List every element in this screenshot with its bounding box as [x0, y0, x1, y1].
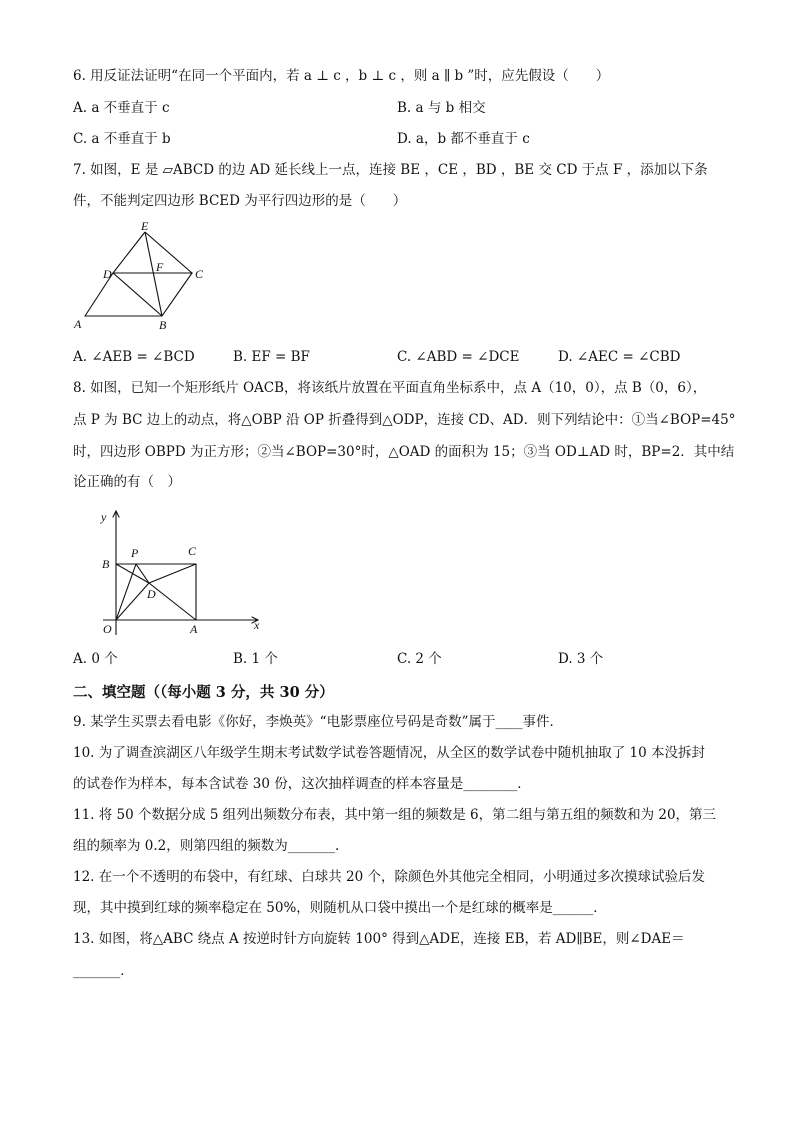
q7-parallelogram-figure	[70, 220, 220, 335]
q6-stem: 6. 用反证法证明“在同一个平面内，若 a ⊥ c ，b ⊥ c ，则 a ∥ b ”时，应先假设（ ）	[73, 68, 610, 84]
q7-label-b: B	[159, 318, 167, 332]
q7-label-f: F	[156, 260, 164, 274]
q8-segment-op	[116, 564, 136, 620]
q7-segment-de	[113, 232, 145, 273]
q7-option-d: D. ∠AEC = ∠CBD	[558, 349, 681, 365]
q13-line1: 13. 如图，将△ABC 绕点 A 按逆时针方向旋转 100° 得到△ADE，连接 EB，若 AD∥BE，则∠DAE＝	[73, 931, 685, 947]
q7-option-c: C. ∠ABD = ∠DCE	[397, 349, 520, 365]
q7-label-a: A	[74, 317, 82, 331]
q8-segment-od	[116, 583, 149, 620]
q8-option-b: B. 1 个	[233, 651, 278, 667]
q7-parallelogram-abcd	[85, 273, 192, 316]
section2-heading: 二、填空题（（每小题 3 分，共 30 分）	[73, 684, 334, 701]
q6-option-b: B. a 与 b 相交	[397, 100, 486, 116]
q8-label-c: C	[188, 544, 197, 558]
q8-segment-bd	[116, 564, 149, 583]
q12-line1: 12. 在一个不透明的布袋中，有红球、白球共 20 个，除颜色外其他完全相同，小明通过多次摸球试验后发	[73, 869, 706, 885]
q8-label-x: x	[254, 618, 260, 632]
q8-option-d: D. 3 个	[558, 651, 604, 667]
q11-line2: 组的频率为 0.2，则第四组的频数为_______.	[73, 838, 340, 854]
q8-label-o: O	[103, 622, 112, 636]
q6-option-d: D. a，b 都不垂直于 c	[397, 131, 530, 147]
q8-stem-line1: 8. 如图，已知一个矩形纸片 OACB，将该纸片放置在平面直角坐标系中，点 A（10，0），点 B（0，6），	[73, 380, 707, 396]
q8-label-p: P	[131, 546, 139, 560]
q8-segment-cd	[149, 564, 196, 583]
q8-stem-line4: 论正确的有（ ）	[73, 474, 181, 490]
q6-option-c: C. a 不垂直于 b	[73, 131, 171, 147]
q7-stem-line1: 7. 如图，E 是 ▱ABCD 的边 AD 延长线上一点，连接 BE ，CE ，BD ，BE 交 CD 于点 F ，添加以下条	[73, 162, 708, 178]
q8-coordinate-figure	[95, 505, 270, 640]
q7-stem-line2: 件，不能判定四边形 BCED 为平行四边形的是（ ）	[73, 193, 407, 209]
q8-stem-line2: 点 P 为 BC 边上的动点，将△OBP 沿 OP 折叠得到△ODP，连接 CD、AD．则下列结论中：①当∠BOP=45°	[73, 412, 736, 428]
q8-label-b: B	[102, 557, 110, 571]
q8-label-a: A	[190, 622, 198, 636]
q6-option-a: A. a 不垂直于 c	[73, 100, 170, 116]
q9-text: 9. 某学生买票去看电影《你好，李焕英》“电影票座位号码是奇数”属于____事件．	[73, 714, 563, 730]
q8-option-c: C. 2 个	[397, 651, 442, 667]
q7-label-d: D	[103, 267, 112, 281]
q11-line1: 11. 将 50 个数据分成 5 组列出频数分布表，其中第一组的频数是 6，第二组与第五组的频数和为 20，第三	[73, 807, 717, 823]
q8-stem-line3: 时，四边形 OBPD 为正方形；②当∠BOP=30°时，△OAD 的面积为 15；③当 OD⊥AD 时，BP=2．其中结	[73, 444, 735, 460]
q7-label-e: E	[141, 220, 149, 233]
q8-rectangle-oacb	[116, 564, 196, 620]
q8-segment-ad	[149, 583, 196, 620]
q7-label-c: C	[195, 267, 204, 281]
q8-label-d: D	[147, 587, 156, 601]
q13-line2: _______．	[73, 963, 134, 979]
q10-line2: 的试卷作为样本，每本含试卷 30 份，这次抽样调查的样本容量是________．	[73, 776, 531, 792]
q12-line2: 现，其中摸到红球的频率稳定在 50%，则随机从口袋中摸出一个是红球的概率是______．	[73, 900, 607, 916]
q8-label-y: y	[101, 510, 107, 524]
q10-line1: 10. 为了调查滨湖区八年级学生期末考试数学试卷答题情况，从全区的数学试卷中随机抽取了 10 本没拆封	[73, 745, 706, 761]
q7-option-b: B. EF = BF	[233, 349, 310, 365]
q7-option-a: A. ∠AEB = ∠BCD	[73, 349, 195, 365]
q8-segment-pd	[136, 564, 149, 583]
q8-option-a: A. 0 个	[73, 651, 118, 667]
